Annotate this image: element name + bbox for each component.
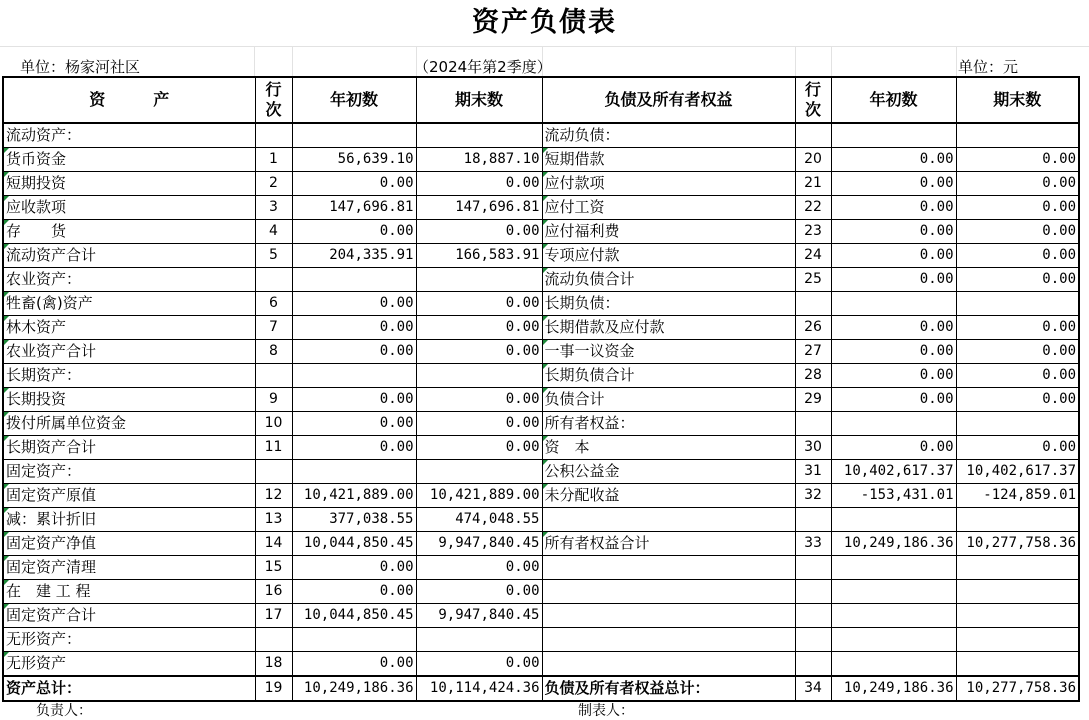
asset-total-end-value: 10,114,424.36 [416, 676, 542, 701]
asset-begin-value: 147,696.81 [292, 196, 416, 220]
liability-line-no [795, 604, 831, 628]
grid-line [795, 46, 796, 76]
liability-end-value: 0.00 [956, 244, 1079, 268]
liability-end-value: 0.00 [956, 436, 1079, 460]
currency-unit-label: 单位：元 [958, 58, 1019, 76]
liability-line-no: 30 [795, 436, 831, 460]
liability-end-value: 0.00 [956, 316, 1079, 340]
header-end-right: 期末数 [956, 77, 1079, 123]
grid-line [254, 46, 255, 76]
asset-begin-value [292, 123, 416, 148]
header-line-no-right: 行 次 [795, 77, 831, 123]
asset-total-begin-value: 10,249,186.36 [292, 676, 416, 701]
asset-item-name: 短期投资 [3, 172, 255, 196]
table-row [3, 436, 1079, 460]
table-row [3, 244, 1079, 268]
asset-line-no [255, 460, 292, 484]
asset-line-no: 4 [255, 220, 292, 244]
asset-line-no: 16 [255, 580, 292, 604]
asset-end-value: 9,947,840.45 [416, 604, 542, 628]
asset-end-value: 0.00 [416, 580, 542, 604]
table-row [3, 148, 1079, 172]
asset-end-value: 18,887.10 [416, 148, 542, 172]
liability-begin-value: 0.00 [831, 268, 956, 292]
asset-item-name: 无形资产 [3, 652, 255, 677]
asset-line-no: 15 [255, 556, 292, 580]
liability-end-value: 0.00 [956, 220, 1079, 244]
header-row [3, 77, 1079, 123]
asset-begin-value: 0.00 [292, 292, 416, 316]
asset-item-name: 存 货 [3, 220, 255, 244]
liability-line-no: 31 [795, 460, 831, 484]
liability-end-value: 10,402,617.37 [956, 460, 1079, 484]
asset-line-no: 11 [255, 436, 292, 460]
asset-end-value: 147,696.81 [416, 196, 542, 220]
liability-line-no [795, 292, 831, 316]
liability-end-value [956, 556, 1079, 580]
table-row [3, 316, 1079, 340]
asset-begin-value: 10,421,889.00 [292, 484, 416, 508]
table-row [3, 196, 1079, 220]
asset-line-no: 18 [255, 652, 292, 677]
asset-begin-value: 0.00 [292, 172, 416, 196]
liability-begin-value: 0.00 [831, 220, 956, 244]
liability-begin-value: 0.00 [831, 148, 956, 172]
asset-end-value [416, 268, 542, 292]
liability-end-value: 0.00 [956, 196, 1079, 220]
liability-begin-value: -153,431.01 [831, 484, 956, 508]
table-row [3, 580, 1079, 604]
grid-line [831, 46, 832, 76]
asset-begin-value: 0.00 [292, 388, 416, 412]
table-row [3, 460, 1079, 484]
asset-item-name: 流动资产： [3, 123, 255, 148]
asset-line-no: 7 [255, 316, 292, 340]
table-row [3, 123, 1079, 148]
asset-end-value: 0.00 [416, 652, 542, 677]
asset-item-name: 固定资产： [3, 460, 255, 484]
footer-left: 负责人： [36, 703, 92, 719]
liability-begin-value: 0.00 [831, 388, 956, 412]
asset-line-no: 2 [255, 172, 292, 196]
asset-end-value [416, 123, 542, 148]
asset-begin-value [292, 628, 416, 652]
liability-item-name: 长期借款及应付款 [542, 316, 795, 340]
header-begin: 年初数 [292, 77, 416, 123]
liability-item-name: 流动负债： [542, 123, 795, 148]
liability-line-no: 28 [795, 364, 831, 388]
liability-end-value [956, 508, 1079, 532]
asset-end-value: 0.00 [416, 436, 542, 460]
asset-item-name: 长期资产： [3, 364, 255, 388]
liability-total-begin-value: 10,249,186.36 [831, 676, 956, 701]
liability-begin-value: 0.00 [831, 316, 956, 340]
asset-end-value: 0.00 [416, 556, 542, 580]
asset-total-item-name: 资产总计： [3, 676, 255, 701]
liability-item-name: 短期借款 [542, 148, 795, 172]
liability-end-value: 0.00 [956, 268, 1079, 292]
liability-begin-value: 0.00 [831, 436, 956, 460]
liability-end-value: 0.00 [956, 340, 1079, 364]
liability-item-name: 应付款项 [542, 172, 795, 196]
asset-end-value: 10,421,889.00 [416, 484, 542, 508]
liability-end-value [956, 604, 1079, 628]
liability-begin-value [831, 556, 956, 580]
table-row [3, 484, 1079, 508]
asset-item-name: 流动资产合计 [3, 244, 255, 268]
liability-end-value: 10,277,758.36 [956, 532, 1079, 556]
asset-begin-value: 10,044,850.45 [292, 604, 416, 628]
asset-item-name: 减：累计折旧 [3, 508, 255, 532]
liability-item-name [542, 628, 795, 652]
asset-item-name: 应收款项 [3, 196, 255, 220]
header-line-no: 行 次 [255, 77, 292, 123]
asset-line-no: 14 [255, 532, 292, 556]
table-row [3, 340, 1079, 364]
asset-begin-value: 0.00 [292, 556, 416, 580]
table-row [3, 652, 1079, 677]
liability-line-no: 29 [795, 388, 831, 412]
asset-item-name: 拨付所属单位资金 [3, 412, 255, 436]
liability-line-no [795, 556, 831, 580]
liability-item-name [542, 508, 795, 532]
asset-begin-value [292, 364, 416, 388]
liability-item-name: 负债合计 [542, 388, 795, 412]
asset-line-no: 3 [255, 196, 292, 220]
asset-begin-value: 204,335.91 [292, 244, 416, 268]
table-row [3, 292, 1079, 316]
liability-line-no [795, 508, 831, 532]
asset-item-name: 在 建 工 程 [3, 580, 255, 604]
asset-end-value [416, 628, 542, 652]
asset-line-no: 9 [255, 388, 292, 412]
liability-begin-value [831, 412, 956, 436]
period-label: （2024年第2季度） [414, 58, 552, 76]
liability-end-value: -124,859.01 [956, 484, 1079, 508]
liability-end-value [956, 628, 1079, 652]
asset-line-no: 10 [255, 412, 292, 436]
liability-begin-value [831, 123, 956, 148]
liability-begin-value: 10,402,617.37 [831, 460, 956, 484]
asset-item-name: 固定资产清理 [3, 556, 255, 580]
liability-line-no [795, 412, 831, 436]
table-row [3, 628, 1079, 652]
liability-line-no [795, 628, 831, 652]
asset-item-name: 固定资产原值 [3, 484, 255, 508]
liability-line-no: 20 [795, 148, 831, 172]
asset-item-name: 牲畜(禽)资产 [3, 292, 255, 316]
liability-line-no [795, 123, 831, 148]
asset-begin-value [292, 460, 416, 484]
liability-end-value [956, 292, 1079, 316]
asset-item-name: 固定资产净值 [3, 532, 255, 556]
liability-item-name: 长期负债合计 [542, 364, 795, 388]
asset-end-value [416, 364, 542, 388]
asset-end-value: 0.00 [416, 388, 542, 412]
liability-total-line-no: 34 [795, 676, 831, 701]
asset-item-name: 农业资产： [3, 268, 255, 292]
liability-end-value [956, 580, 1079, 604]
asset-begin-value: 0.00 [292, 220, 416, 244]
liability-begin-value [831, 652, 956, 677]
asset-begin-value: 0.00 [292, 316, 416, 340]
footer-right: 制表人： [578, 703, 634, 719]
table-row [3, 532, 1079, 556]
liability-item-name: 流动负债合计 [542, 268, 795, 292]
asset-end-value [416, 460, 542, 484]
liability-end-value: 0.00 [956, 172, 1079, 196]
liability-begin-value [831, 604, 956, 628]
asset-item-name: 固定资产合计 [3, 604, 255, 628]
liability-begin-value: 0.00 [831, 340, 956, 364]
table-row [3, 268, 1079, 292]
liability-end-value [956, 123, 1079, 148]
table-row [3, 412, 1079, 436]
liability-begin-value [831, 580, 956, 604]
balance-sheet-table [2, 76, 1080, 702]
asset-line-no [255, 123, 292, 148]
liability-item-name [542, 604, 795, 628]
table-row [3, 556, 1079, 580]
liability-item-name: 一事一议资金 [542, 340, 795, 364]
liability-line-no: 32 [795, 484, 831, 508]
liability-item-name: 长期负债： [542, 292, 795, 316]
liability-item-name: 应付福利费 [542, 220, 795, 244]
grid-line [292, 46, 293, 76]
total-row [3, 676, 1079, 701]
asset-end-value: 0.00 [416, 316, 542, 340]
liability-begin-value: 0.00 [831, 172, 956, 196]
asset-item-name: 长期投资 [3, 388, 255, 412]
asset-begin-value: 56,639.10 [292, 148, 416, 172]
liability-end-value: 0.00 [956, 364, 1079, 388]
table-row [3, 172, 1079, 196]
liability-line-no: 23 [795, 220, 831, 244]
liability-begin-value [831, 508, 956, 532]
liability-item-name: 应付工资 [542, 196, 795, 220]
asset-begin-value: 10,044,850.45 [292, 532, 416, 556]
liability-total-item-name: 负债及所有者权益总计： [542, 676, 795, 701]
asset-end-value: 474,048.55 [416, 508, 542, 532]
asset-begin-value: 377,038.55 [292, 508, 416, 532]
liability-begin-value: 0.00 [831, 244, 956, 268]
grid-line [956, 46, 957, 76]
liability-end-value [956, 652, 1079, 677]
liability-line-no: 33 [795, 532, 831, 556]
asset-line-no [255, 364, 292, 388]
liability-item-name [542, 556, 795, 580]
liability-begin-value: 10,249,186.36 [831, 532, 956, 556]
liability-item-name: 所有者权益合计 [542, 532, 795, 556]
asset-line-no: 12 [255, 484, 292, 508]
asset-line-no: 1 [255, 148, 292, 172]
liability-end-value: 0.00 [956, 148, 1079, 172]
asset-total-line-no: 19 [255, 676, 292, 701]
liability-line-no [795, 580, 831, 604]
asset-item-name: 货币资金 [3, 148, 255, 172]
liability-item-name [542, 580, 795, 604]
liability-item-name: 专项应付款 [542, 244, 795, 268]
asset-end-value: 9,947,840.45 [416, 532, 542, 556]
liability-total-end-value: 10,277,758.36 [956, 676, 1079, 701]
liability-begin-value: 0.00 [831, 196, 956, 220]
table-row [3, 220, 1079, 244]
asset-item-name: 长期资产合计 [3, 436, 255, 460]
liability-line-no: 21 [795, 172, 831, 196]
asset-line-no: 6 [255, 292, 292, 316]
liability-line-no: 26 [795, 316, 831, 340]
liability-item-name: 公积公益金 [542, 460, 795, 484]
liability-line-no [795, 652, 831, 677]
asset-begin-value: 0.00 [292, 412, 416, 436]
asset-end-value: 0.00 [416, 220, 542, 244]
asset-line-no: 8 [255, 340, 292, 364]
header-liability: 负债及所有者权益 [542, 77, 795, 123]
asset-line-no: 17 [255, 604, 292, 628]
liability-line-no: 25 [795, 268, 831, 292]
liability-line-no: 22 [795, 196, 831, 220]
liability-item-name: 资 本 [542, 436, 795, 460]
asset-begin-value [292, 268, 416, 292]
asset-item-name: 林木资产 [3, 316, 255, 340]
asset-end-value: 0.00 [416, 292, 542, 316]
header-end: 期末数 [416, 77, 542, 123]
asset-line-no: 13 [255, 508, 292, 532]
header-asset: 资 产 [3, 77, 255, 123]
asset-begin-value: 0.00 [292, 436, 416, 460]
liability-item-name: 未分配收益 [542, 484, 795, 508]
asset-item-name: 无形资产： [3, 628, 255, 652]
table-row [3, 388, 1079, 412]
liability-item-name [542, 652, 795, 677]
asset-begin-value: 0.00 [292, 340, 416, 364]
table-row [3, 604, 1079, 628]
liability-line-no: 24 [795, 244, 831, 268]
asset-line-no: 5 [255, 244, 292, 268]
table-row [3, 508, 1079, 532]
liability-begin-value [831, 292, 956, 316]
asset-end-value: 0.00 [416, 340, 542, 364]
liability-end-value [956, 412, 1079, 436]
asset-end-value: 0.00 [416, 172, 542, 196]
liability-end-value: 0.00 [956, 388, 1079, 412]
report-title: 资产负债表 [0, 0, 1089, 47]
header-begin-right: 年初数 [831, 77, 956, 123]
liability-line-no: 27 [795, 340, 831, 364]
liability-begin-value: 0.00 [831, 364, 956, 388]
table-row [3, 364, 1079, 388]
asset-line-no [255, 628, 292, 652]
asset-item-name: 农业资产合计 [3, 340, 255, 364]
asset-begin-value: 0.00 [292, 580, 416, 604]
asset-begin-value: 0.00 [292, 652, 416, 677]
liability-begin-value [831, 628, 956, 652]
asset-end-value: 0.00 [416, 412, 542, 436]
asset-end-value: 166,583.91 [416, 244, 542, 268]
unit-label: 单位：杨家河社区 [20, 58, 141, 76]
liability-item-name: 所有者权益： [542, 412, 795, 436]
asset-line-no [255, 268, 292, 292]
